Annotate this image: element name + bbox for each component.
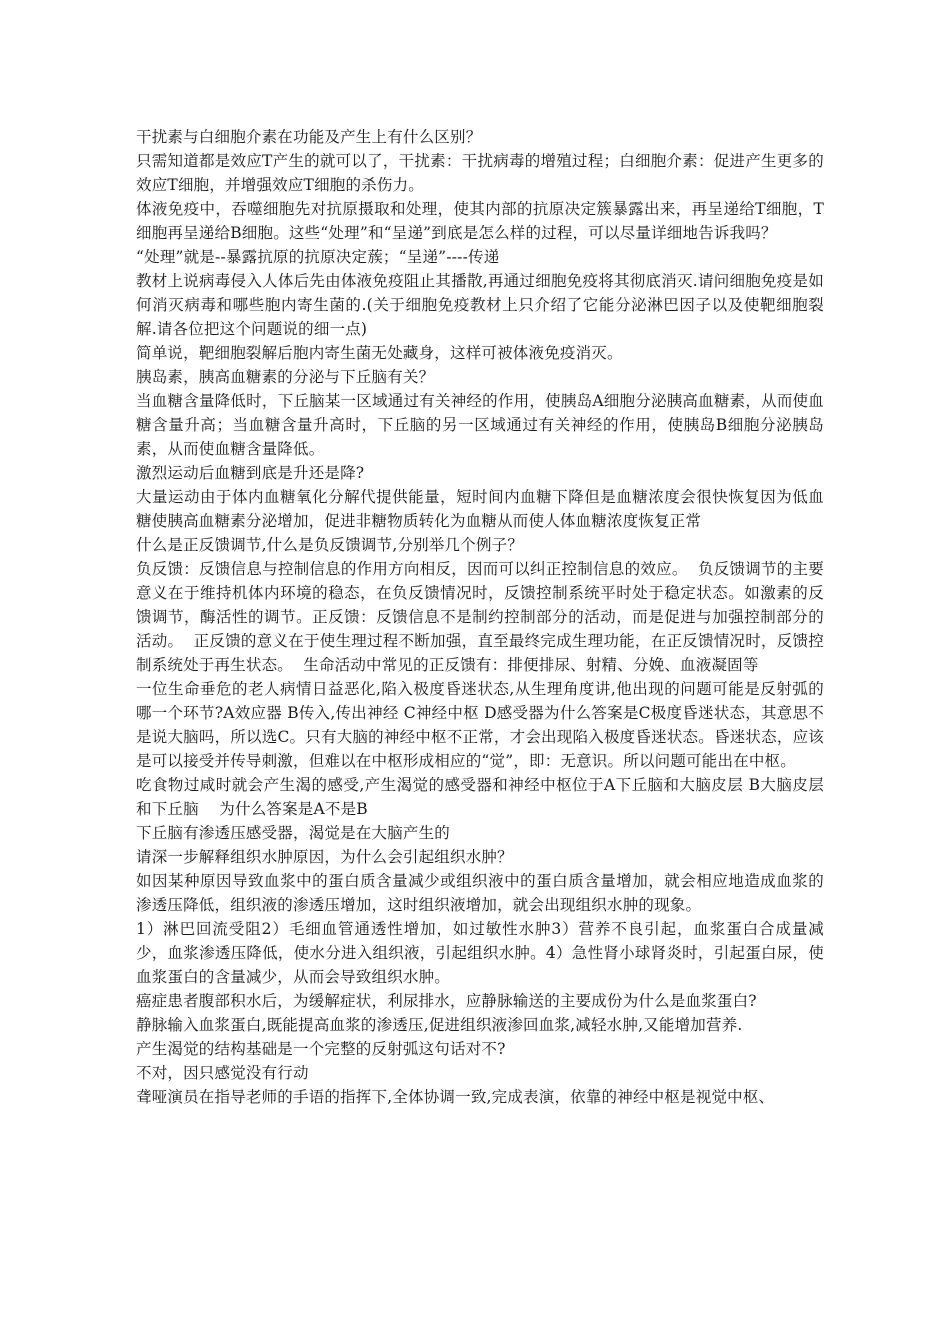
answer-blood-sugar-exercise: 大量运动由于体内血糖氧化分解代提供能量，短时间内血糖下降但是血糖浓度会很快恢复因为低血糖使胰高血糖素分泌增加，促进非糖物质转化为血糖从而使人体血糖浓度恢复正常 [136, 488, 824, 530]
question-blood-sugar-exercise: 激烈运动后血糖到底是升还是降? [136, 464, 365, 482]
question-feedback-regulation: 什么是正反馈调节,什么是负反馈调节,分别举几个例子？ [136, 536, 524, 554]
question-plasma-protein: 癌症患者腹部积水后，为缓解症状，利尿排水，应静脉输送的主要成份为什么是血浆蛋白? [136, 992, 757, 1010]
answer-interferon-interleukin: 只需知道都是效应T产生的就可以了，干扰素：干扰病毒的增殖过程；白细胞介素：促进产生更多的效应T细胞，并增强效应T细胞的杀伤力。 [136, 152, 824, 194]
question-thirst-receptor: 吃食物过咸时就会产生渴的感受,产生渴觉的感受器和神经中枢位于A下丘脑和大脑皮层 B大脑皮层和下丘脑 为什么答案是A不是B [136, 776, 824, 818]
question-antigen-processing: 体液免疫中，吞噬细胞先对抗原摄取和处理，使其内部的抗原决定簇暴露出来，再呈递给T细胞，T细胞再呈递给B细胞。这些“处理”和“呈递”到底是怎么样的过程，可以尽量详细地告诉我吗？ [136, 200, 824, 242]
answer-cellular-immunity: 简单说，靶细胞裂解后胞内寄生菌无处藏身，这样可被体液免疫消灭。 [136, 344, 623, 362]
answer-feedback-regulation: 负反馈：反馈信息与控制信息的作用方向相反，因而可以纠正控制信息的效应。 负反馈调节的主要意义在于维持机体内环境的稳态，在负反馈情况时，反馈控制系统平时处于稳定状态。如激素的反馈调节，酶活性的调节。正反馈：反馈信息不是制约控制部分的活动，而是促进与加强控制部分的活动。 正反馈的意义在于使生理过程不断加强，直至最终完成生理功能，在正反馈情况时，反馈控制系统处于再生状态。 生命活动中常见的正反馈有：排便排尿、射精、分娩、血液凝固等 [136, 560, 824, 674]
document-body [136, 125, 824, 1109]
question-tissue-edema: 请深一步解释组织水肿原因，为什么会引起组织水肿？ [136, 848, 513, 866]
answer-thirst-receptor: 下丘脑有渗透压感受器，渴觉是在大脑产生的 [136, 824, 451, 842]
question-thirst-reflex-arc: 产生渴觉的结构基础是一个完整的反射弧这句话对不? [136, 1040, 506, 1058]
answer-insulin-hypothalamus: 当血糖含量降低时，下丘脑某一区域通过有关神经的作用，使胰岛A细胞分泌胰高血糖素，从而使血糖含量升高；当血糖含量升高时，下丘脑的另一区域通过有关神经的作用，使胰岛B细胞分泌胰岛素，从而使血糖含量降低。 [136, 392, 824, 458]
question-cellular-immunity: 教材上说病毒侵入人体后先由体液免疫阻止其播散,再通过细胞免疫将其彻底消灭.请问细胞免疫是如何消灭病毒和哪些胞内寄生菌的.(关于细胞免疫教材上只介绍了它能分泌淋巴因子以及使靶细胞裂解.请各位把这个问题说的细一点) [136, 272, 824, 338]
list-edema-causes: 1）淋巴回流受阻2）毛细血管通透性增加，如过敏性水肿3）营养不良引起，血浆蛋白合成量减少，血浆渗透压降低，使水分进入组织液，引起组织水肿。4）急性肾小球肾炎时，引起蛋白尿，使血浆蛋白的含量减少，从而会导致组织水肿。 [136, 920, 824, 986]
question-insulin-hypothalamus: 胰岛素，胰高血糖素的分泌与下丘脑有关？ [136, 368, 435, 386]
answer-tissue-edema: 如因某种原因导致血浆中的蛋白质含量减少或组织液中的蛋白质含量增加，就会相应地造成血浆的渗透压降低，组织液的渗透压增加，这时组织液增加，就会出现组织水肿的现象。 [136, 872, 824, 914]
question-interferon-interleukin: 干扰素与白细胞介素在功能及产生上有什么区别？ [136, 128, 482, 146]
question-deaf-performers: 聋哑演员在指导老师的手语的指挥下,全体协调一致,完成表演，依靠的神经中枢是视觉中枢、 [136, 1088, 775, 1106]
question-coma-reflex-arc: 一位生命垂危的老人病情日益恶化,陷入极度昏迷状态,从生理角度讲,他出现的问题可能是反射弧的哪一个环节?A效应器 B传入,传出神经 C神经中枢 D感受器为什么答案是C极度昏迷状态，其意思不是说大脑吗，所以选C。只有大脑的神经中枢不正常，才会出现陷入极度昏迷状态。昏迷状态，应该是可以接受并传导刺激，但难以在中枢形成相应的“觉”，即：无意识。所以问题可能出在中枢。 [136, 680, 824, 770]
answer-thirst-reflex-arc: 不对，因只感觉没有行动 [136, 1064, 309, 1082]
answer-plasma-protein: 静脉输入血浆蛋白,既能提高血浆的渗透压,促进组织液渗回血浆,减轻水肿,又能增加营养. [136, 1016, 743, 1034]
answer-antigen-processing: “处理”就是--暴露抗原的抗原决定蔟；“呈递”----传递 [136, 248, 500, 266]
